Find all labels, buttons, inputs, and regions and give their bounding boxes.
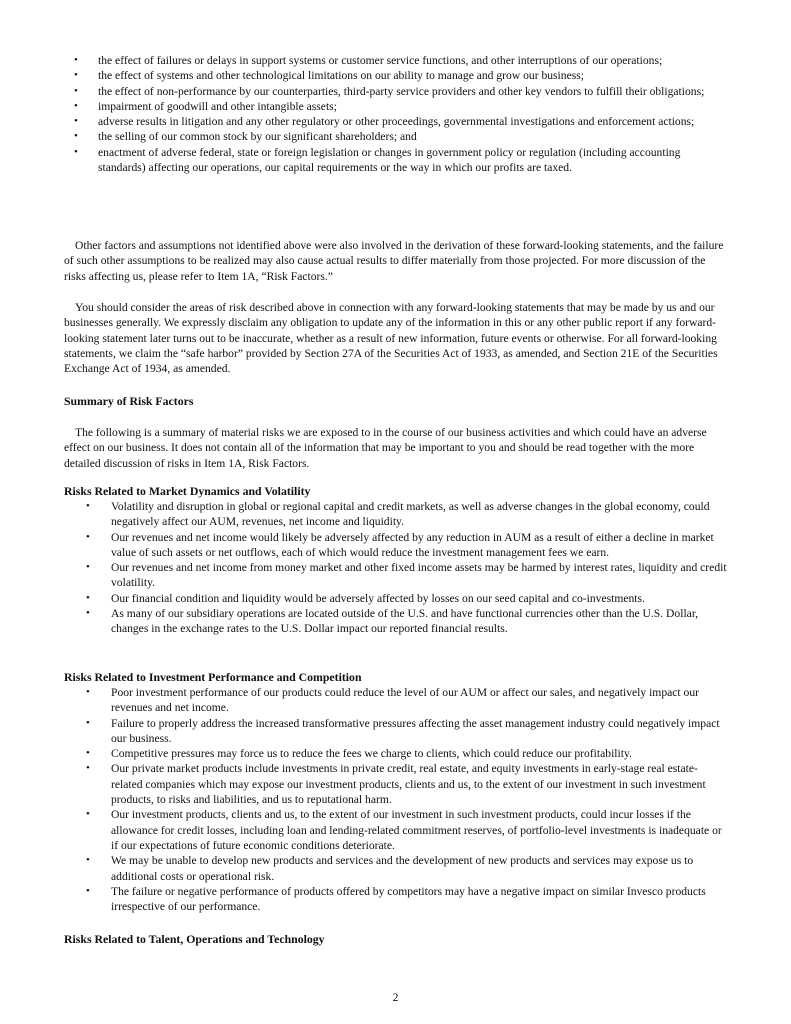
bullet-icon: •: [74, 54, 78, 66]
list-item: • We may be unable to develop new products and services and the development of new products and services may expose us to additional costs or operational risk.: [86, 854, 694, 883]
page-number: 2: [392, 991, 399, 1004]
list-item: • Failure to properly address the increased transformative pressures affecting the asset management industry could negatively impact our business.: [86, 716, 720, 745]
list-item: • Competitive pressures may force us to reduce the fees we charge to clients, which could reduce our profitability.: [86, 747, 632, 761]
list-item: • Our investment products, clients and us, to the extent of our investment in such investment products, could incur losses if the allowance for credit losses, including loan and lending-related commitment reserves, of portfolio-level investments is inadequate or if our expectations of future economic conditions deteriorate.: [86, 808, 722, 852]
list-item: • impairment of goodwill and other intangible assets;: [74, 99, 337, 113]
bullet-icon: •: [86, 716, 90, 729]
market-risks-list: [86, 499, 729, 637]
forward-looking-factors-list: [74, 53, 728, 175]
bullet-icon: •: [86, 762, 90, 775]
market-risks-heading: Risks Related to Market Dynamics and Volatility: [64, 484, 311, 498]
bullet-icon: •: [86, 561, 90, 574]
consider-risk-paragraph: You should consider the areas of risk described above in connection with any forward-looking statements that may be made by us and our businesses generally. We expressly disclaim any obligation to update any of the information in this or any other public report if any forward-looking statement later turns out to be inaccurate, whether as a result of new information, future events or otherwise. For all forward-looking statements, we claim the “safe harbor” provided by Section 27A of the Securities Act of 1933, as amended, and Section 21E of the Securities Exchange Act of 1934, as amended.: [64, 301, 718, 376]
bullet-icon: •: [86, 747, 90, 760]
bullet-icon: •: [74, 130, 78, 143]
other-factors-paragraph: Other factors and assumptions not identified above were also involved in the derivation of these forward-looking statements, and the failure of such other assumptions to be realized may also cause actual results to differ materially from those projected. For more discussion of the risks affecting us, please refer to Item 1A, “Risk Factors.”: [64, 239, 724, 283]
bullet-icon: •: [86, 530, 90, 543]
list-item: • Poor investment performance of our products could reduce the level of our AUM or affect our sales, and negatively impact our revenues and net income.: [86, 686, 699, 715]
list-item: • Our revenues and net income would likely be adversely affected by any reduction in AUM as a result of either a decline in market value of such assets or net outflows, each of which would reduce the investment management fees we earn.: [86, 530, 714, 559]
bullet-icon: •: [86, 591, 90, 604]
summary-intro-paragraph: The following is a summary of material risks we are exposed to in the course of our business activities and which could have an adverse effect on our business. It does not contain all of the information that may be important to you and should be read together with the more detailed discussion of risks in Item 1A, Risk Factors.: [64, 426, 707, 470]
list-item: • The failure or negative performance of products offered by competitors may have a negative impact on similar Invesco products irrespective of our performance.: [86, 884, 706, 914]
bullet-icon: •: [74, 84, 78, 97]
list-item: • the effect of systems and other technological limitations on our ability to manage and grow our business;: [74, 69, 584, 83]
bullet-icon: •: [74, 99, 78, 112]
bullet-icon: •: [86, 854, 90, 867]
bullet-icon: •: [86, 686, 90, 698]
bullet-icon: •: [86, 607, 90, 620]
list-item: • adverse results in litigation and any other regulatory or other proceedings, governmental investigations and enforcement actions;: [74, 115, 695, 129]
bullet-icon: •: [74, 115, 78, 128]
bullet-icon: •: [86, 808, 90, 821]
bullet-icon: •: [86, 884, 90, 897]
bullet-icon: •: [74, 145, 78, 158]
list-item: • Our financial condition and liquidity would be adversely affected by losses on our seed capital and co-investments.: [86, 591, 645, 605]
investment-risks-heading: Risks Related to Investment Performance and Competition: [64, 670, 362, 684]
bullet-icon: •: [86, 500, 90, 512]
list-item: • enactment of adverse federal, state or foreign legislation or changes in government policy or regulation (including accounting standards) affecting our operations, our capital requirements or the way in which our profits are taxed.: [74, 145, 681, 175]
list-item: • As many of our subsidiary operations are located outside of the U.S. and have functional currencies other than the U.S. Dollar, changes in the exchange rates to the U.S. Dollar impact our reported financial results.: [86, 607, 699, 636]
summary-heading: Summary of Risk Factors: [64, 394, 194, 408]
list-item: • Our private market products include investments in private credit, real estate, and equity investments in early-stage real estate-related companies which may expose our investment products, clients and us, to the extent of our investment in such investment products, to risks and liabilities, and us to reputational harm.: [86, 762, 706, 807]
talent-risks-heading: Risks Related to Talent, Operations and Technology: [64, 932, 325, 946]
list-item: • the effect of non-performance by our counterparties, third-party service providers and other key vendors to fulfill their obligations;: [74, 84, 705, 98]
bullet-icon: •: [74, 69, 78, 82]
investment-risks-list: [86, 685, 729, 914]
list-item: • Our revenues and net income from money market and other fixed income assets may be harmed by interest rates, liquidity and credit volatility.: [86, 561, 727, 590]
list-item: • Volatility and disruption in global or regional capital and credit markets, as well as adverse changes in the global economy, could negatively affect our AUM, revenues, net income and liquidity.: [86, 500, 710, 529]
list-item: • the selling of our common stock by our significant shareholders; and: [74, 130, 417, 144]
list-item: • the effect of failures or delays in support systems or customer service functions, and other interruptions of our operations;: [74, 54, 663, 67]
